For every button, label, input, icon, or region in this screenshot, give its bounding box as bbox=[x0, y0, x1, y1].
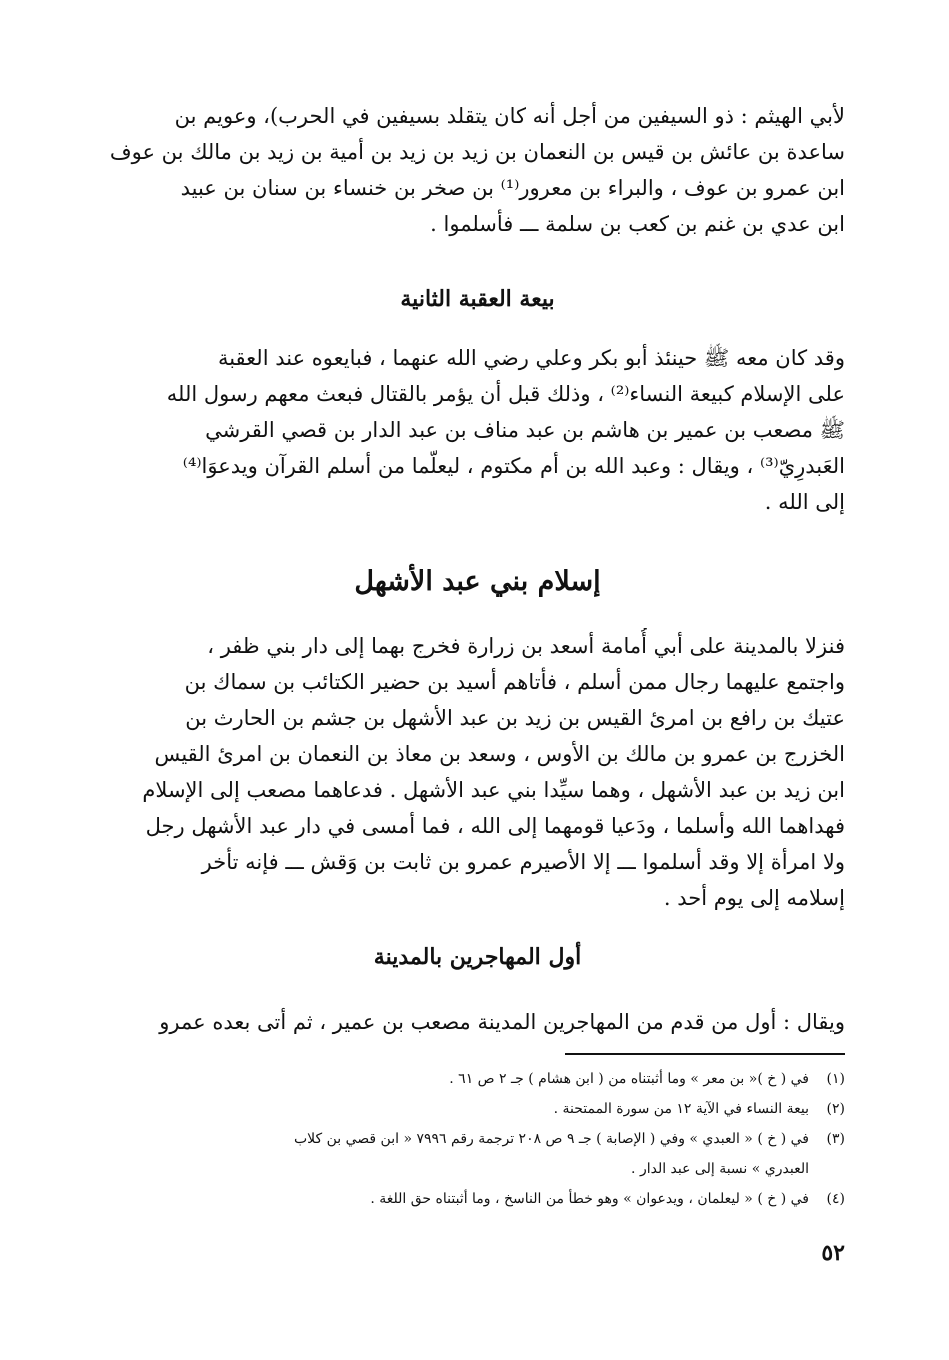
text-line: ولا امرأة إلا وقد أسلموا ـــ إلا الأصيرم عمرو بن ثابت بن وَقش ـــ فإنه تأخر bbox=[201, 850, 845, 874]
text-line: وقد كان معه ﷺ حينئذ أبو بكر وعلي رضي الله عنهما ، فبايعوه عند العقبة bbox=[217, 346, 845, 370]
footnote bbox=[110, 1124, 845, 1154]
footnote-text: بيعة النساء في الآية ١٢ من سورة الممتحنة . bbox=[553, 1101, 809, 1117]
footnote bbox=[110, 1094, 845, 1124]
footnote-text: في ( خ )« بن معر » وما أثبتناه من ( ابن هشام ) جـ ٢ ص ٦١ . bbox=[449, 1071, 809, 1087]
text-line: ابن عمرو بن عوف ، والبراء بن معرور⁽¹⁾ بن صخر بن خنساء بن سنان بن عبيد bbox=[180, 176, 845, 200]
text-line: عتيك بن رافع بن امرئ القيس بن زيد بن عبد الأشهل بن جشم بن الحارث بن bbox=[185, 706, 845, 730]
text-line: إسلامه إلى يوم أحد . bbox=[663, 886, 845, 910]
footnote-number: (١) bbox=[826, 1071, 845, 1087]
text-line: ويقال : أول من قدم من المهاجرين المدينة مصعب بن عمير ، ثم أتى بعده عمرو bbox=[159, 1010, 845, 1034]
text-line: ﷺ مصعب بن عمير بن هاشم بن عبد مناف بن عبد الدار بن قصي القرشي bbox=[205, 418, 845, 442]
text-line: فهداهما الله وأسلما ، ودَعيا قومهما إلى الله ، فما أمسى في دار عبد الأشهل رجل bbox=[145, 814, 845, 838]
text-line: فنزلا بالمدينة على أبي أُمامة أسعد بن زرارة فخرج بهما إلى دار بني ظفر ، bbox=[207, 634, 845, 658]
footnote-number: (٤) bbox=[826, 1191, 845, 1207]
section-heading-second-aqaba: بيعة العقبة الثانية bbox=[400, 286, 555, 312]
footnote-text: في ( خ ) « ليعلمان ، ويدعوان » وهو خطأ من الناسخ ، وما أثبتناه حق اللغة . bbox=[370, 1191, 809, 1207]
footnote-number: (٣) bbox=[826, 1131, 845, 1147]
page-number: ٥٢ bbox=[821, 1240, 845, 1266]
section-heading-bani-abd-alashhal: إسلام بني عبد الأشهل bbox=[354, 566, 601, 597]
text-line: ساعدة بن عائش بن قيس بن النعمان بن زيد بن زيد بن أمية بن زيد بن مالك بن عوف bbox=[110, 140, 845, 164]
paragraph-3 bbox=[110, 628, 845, 916]
text-line: ابن عدي بن غنم بن كعب بن سلمة ـــ فأسلموا . bbox=[430, 212, 845, 236]
footnote-number: (٢) bbox=[826, 1101, 845, 1117]
text-line: لأبي الهيثم : ذو السيفين من أجل أنه كان يتقلد بسيفين في الحرب)، وعويم بن bbox=[174, 104, 845, 128]
text-line: إلى الله . bbox=[764, 490, 845, 514]
text-line: الخزرج بن عمرو بن مالك بن الأوس ، وسعد بن معاذ بن النعمان بن امرئ القيس bbox=[154, 742, 845, 766]
footnote bbox=[110, 1064, 845, 1094]
footnote bbox=[110, 1184, 845, 1214]
text-line: العَبدرِيّ⁽³⁾ ، ويقال : وعبد الله بن أم مكتوم ، ليعلّما من أسلم القرآن ويدعوَا⁽⁴⁾ bbox=[182, 454, 845, 478]
text-line: واجتمع عليهما رجال ممن أسلم ، فأتاهم أسيد بن حضير الكتائب بن سماك بن bbox=[184, 670, 845, 694]
text-line: على الإسلام كبيعة النساء⁽²⁾ ، وذلك قبل أن يؤمر بالقتال فبعث معهم رسول الله bbox=[166, 382, 845, 406]
footnote-continuation: العبدري » نسبة إلى عبد الدار . bbox=[631, 1161, 809, 1177]
footnotes bbox=[110, 1064, 845, 1214]
paragraph-1 bbox=[110, 98, 845, 242]
text-line: ابن زيد بن عبد الأشهل ، وهما سيِّدا بني عبد الأشهل . فدعاهما مصعب إلى الإسلام bbox=[142, 778, 845, 802]
footnote-divider bbox=[565, 1053, 845, 1055]
footnote-text: في ( خ ) « العبدي » وفي ( الإصابة ) جـ ٩ ص ٢٠٨ ترجمة رقم ٧٩٩٦ « ابن قصي بن كلاب bbox=[293, 1131, 809, 1147]
paragraph-4 bbox=[110, 1004, 845, 1040]
paragraph-2 bbox=[110, 340, 845, 520]
section-heading-first-emigrants: أول المهاجرين بالمدينة bbox=[373, 944, 582, 970]
